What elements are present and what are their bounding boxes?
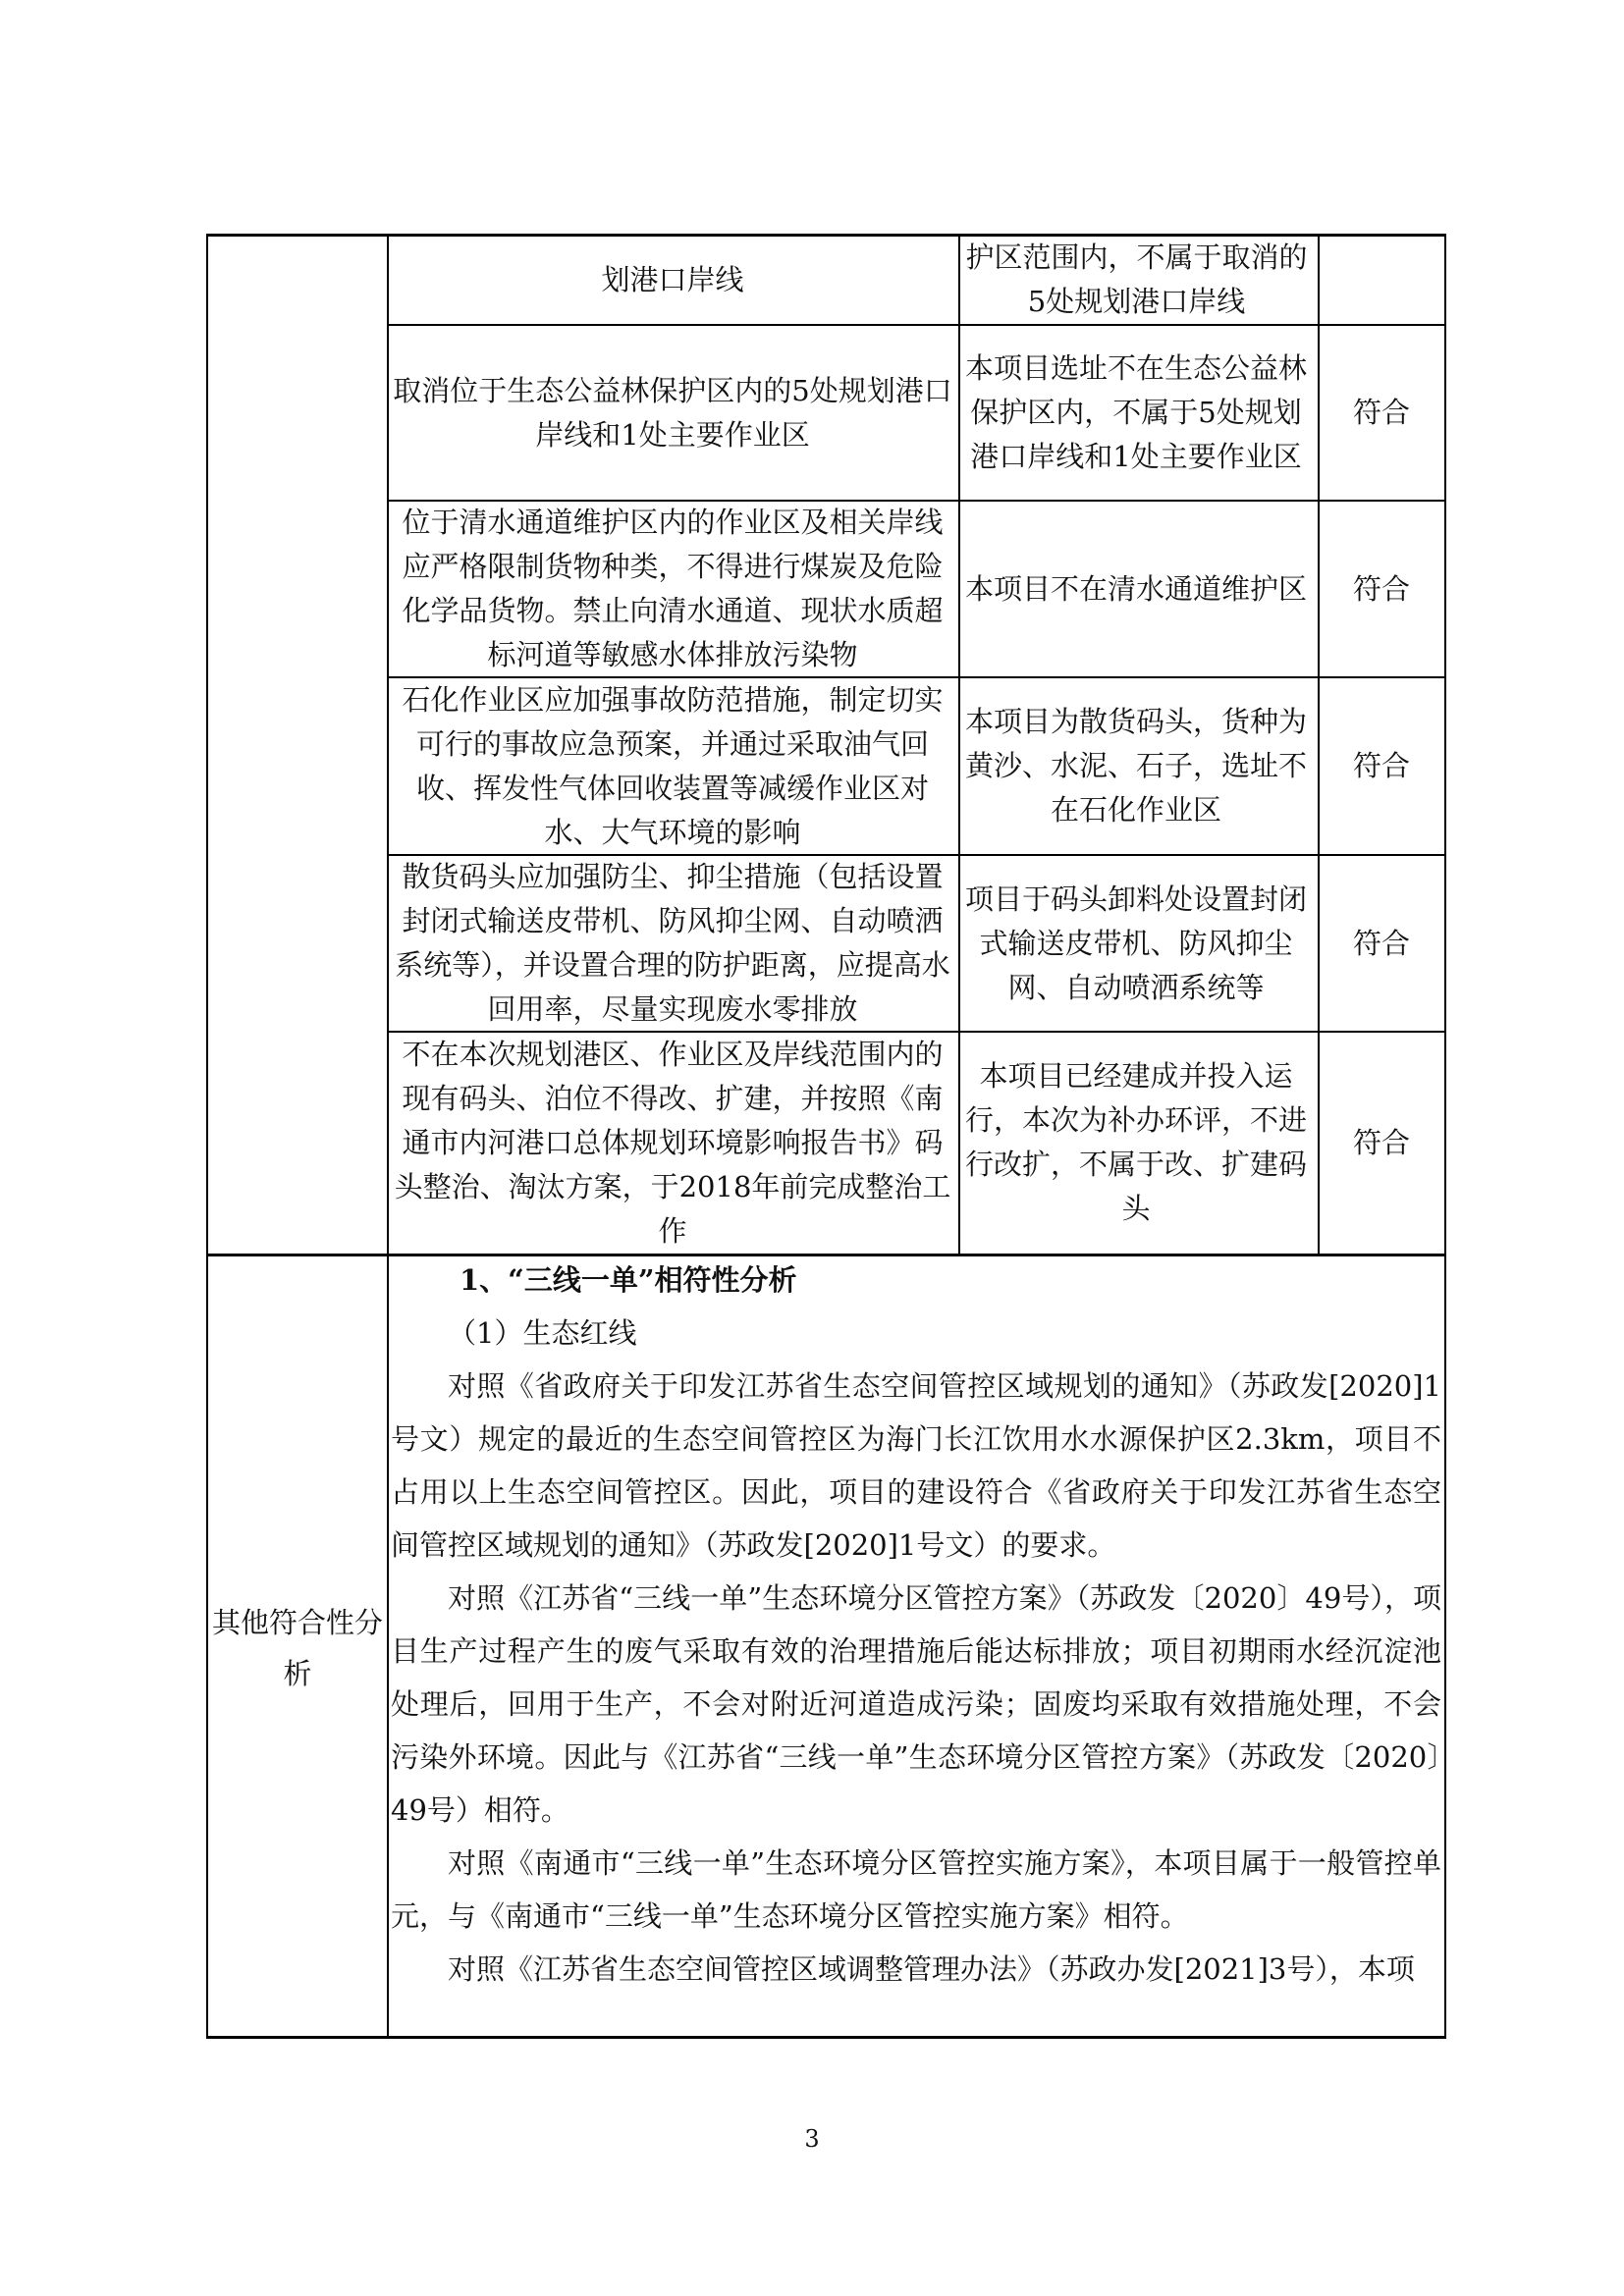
table-row [393,856,952,1031]
paragraph: 对照《江苏省“三线一单”生态环境分区管控方案》（苏政发〔2020〕49号），项目生产过程产生的废气采取有效的治理措施后能达标排放；项目初期雨水经沉淀池处理后，回用于生产，不会对附近河道造成污染；固废均采取有效措施处理，不会污染外环境。因此与《江苏省“三线一单”生态环境分区管控方案》（苏政发〔2020〕49号）相符。 [391,1581,1441,1827]
result-cell: 符合 [1352,1125,1410,1159]
result-cell: 符合 [1352,749,1410,782]
requirement-cell: 石化作业区应加强事故防范措施，制定切实可行的事故应急预案，并通过采取油气回收、挥发性气体回收装置等减缓作业区对水、大气环境的影响 [402,682,944,849]
project-cell: 护区范围内，不属于取消的5处规划港口岸线 [965,240,1308,318]
section-label: 其他符合性分析 [211,1605,383,1690]
project-cell: 本项目已经建成并投入运行，本次为补办环评，不进行改扩，不属于改、扩建码头 [964,1059,1307,1225]
analysis-section [391,1254,1441,1996]
table-row [393,326,952,500]
paragraph: 对照《南通市“三线一单”生态环境分区管控实施方案》，本项目属于一般管控单元，与《南通市“三线一单”生态环境分区管控实施方案》相符。 [391,1846,1441,1933]
result-cell: 符合 [1352,571,1410,606]
paragraph: 对照《省政府关于印发江苏省生态空间管控区域规划的通知》（苏政发[2020]1号文）规定的最近的生态空间管控区为海门长江饮用水水源保护区2.3km，项目不占用以上生态空间管控区。因此，项目的建设符合《省政府关于印发江苏省生态空间管控区域规划的通知》（苏政发[2020]1号文）的要求。 [391,1369,1441,1562]
project-cell: 本项目为散货码头，货种为黄沙、水泥、石子，选址不在石化作业区 [964,705,1307,827]
result-cell: 符合 [1352,396,1410,429]
result-cell: 符合 [1352,926,1410,960]
project-cell: 项目于码头卸料处设置封闭式输送皮带机、防风抑尘网、自动喷洒系统等 [964,881,1307,1004]
requirement-cell: 划港口岸线 [601,262,744,296]
page-number: 3 [804,2125,820,2153]
section-heading: 1、“三线一单”相符性分析 [460,1263,797,1297]
project-cell: 本项目不在清水通道维护区 [964,571,1307,606]
table-row [391,236,954,324]
requirement-cell: 散货码头应加强防尘、抑尘措施（包括设置封闭式输送皮带机、防风抑尘网、自动喷洒系统等），并设置合理的防护距离，应提高水回用率，尽量实现废水零排放 [395,860,950,1026]
table-row [393,678,952,854]
project-cell: 本项目选址不在生态公益林保护区内，不属于5处规划港口岸线和1处主要作业区 [964,351,1307,473]
table-row [393,1033,952,1253]
requirement-cell: 位于清水通道维护区内的作业区及相关岸线应严格限制货物种类，不得进行煤炭及危险化学品货物。禁止向清水通道、现状水质超标河道等敏感水体排放污染物 [402,506,944,671]
requirement-cell: 取消位于生态公益林保护区内的5处规划港口岸线和1处主要作业区 [393,373,952,452]
table-row [393,502,952,676]
subsection-heading: （1）生态红线 [448,1316,637,1350]
requirement-cell: 不在本次规划港区、作业区及岸线范围内的现有码头、泊位不得改、扩建，并按照《南通市内河港口总体规划环境影响报告书》码头整治、淘汰方案，于2018年前完成整治工作 [394,1037,951,1248]
paragraph: 对照《江苏省生态空间管控区域调整管理办法》（苏政办发[2021]3号），本项 [448,1952,1415,1986]
